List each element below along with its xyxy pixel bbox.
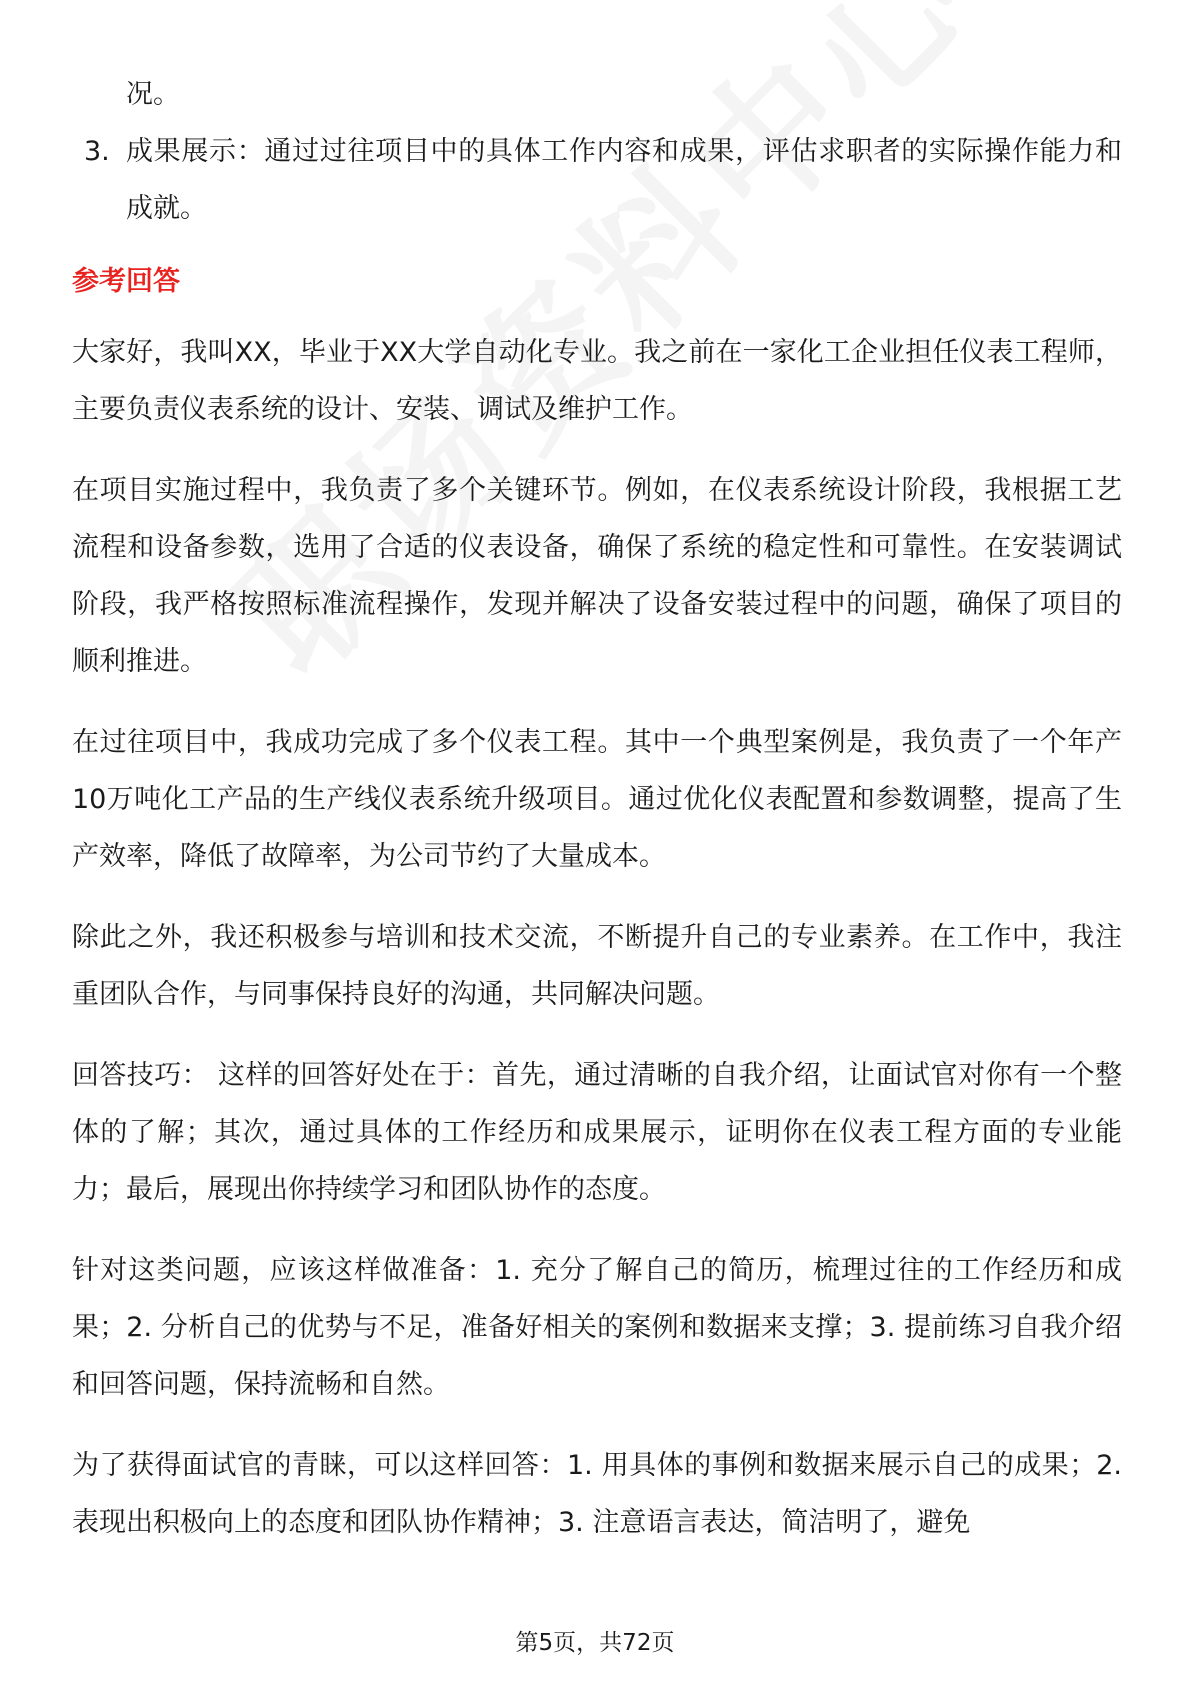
paragraph-project-case: 在过往项目中，我成功完成了多个仪表工程。其中一个典型案例是，我负责了一个年产10万吨化工产品的生产线仪表系统升级项目。通过优化仪表配置和参数调整，提高了生产效率，降低了故障率，为公司节约了大量成本。: [72, 727, 1122, 872]
list-item-text: 成果展示：通过过往项目中的具体工作内容和成果，评估求职者的实际操作能力和成就。: [126, 136, 1122, 224]
paragraph-training: 除此之外，我还积极参与培训和技术交流，不断提升自己的专业素养。在工作中，我注重团队合作，与同事保持良好的沟通，共同解决问题。: [72, 922, 1122, 1010]
paragraph-intro: 大家好，我叫XX，毕业于XX大学自动化专业。我之前在一家化工企业担任仪表工程师，主要负责仪表系统的设计、安装、调试及维护工作。: [72, 337, 1122, 425]
section-heading: 参考回答: [72, 266, 180, 297]
paragraph-how-to-answer: 为了获得面试官的青睐，可以这样回答：1. 用具体的事例和数据来展示自己的成果；2. 表现出积极向上的态度和团队协作精神；3. 注意语言表达，简洁明了，避免: [72, 1450, 1122, 1538]
continued-list-fragment: 况。: [126, 79, 180, 110]
paragraph-preparation: 针对这类问题，应该这样做准备：1. 充分了解自己的简历，梳理过往的工作经历和成果；2. 分析自己的优势与不足，准备好相关的案例和数据来支撑；3. 提前练习自我介绍和回答问题，保持流畅和自然。: [72, 1255, 1122, 1400]
list-item-3: [72, 123, 1122, 237]
page-content: [72, 66, 1122, 1551]
list-item-number: 3.: [84, 136, 110, 167]
paragraph-project-process: 在项目实施过程中，我负责了多个关键环节。例如，在仪表系统设计阶段，我根据工艺流程和设备参数，选用了合适的仪表设备，确保了系统的稳定性和可靠性。在安装调试阶段，我严格按照标准流程操作，发现并解决了设备安装过程中的问题，确保了项目的顺利推进。: [72, 475, 1122, 677]
paragraph-answer-tips: 回答技巧： 这样的回答好处在于：首先，通过清晰的自我介绍，让面试官对你有一个整体的了解；其次，通过具体的工作经历和成果展示，证明你在仪表工程方面的专业能力；最后，展现出你持续学习和团队协作的态度。: [72, 1060, 1122, 1205]
page-number-footer: 第5页，共72页: [515, 1630, 675, 1656]
